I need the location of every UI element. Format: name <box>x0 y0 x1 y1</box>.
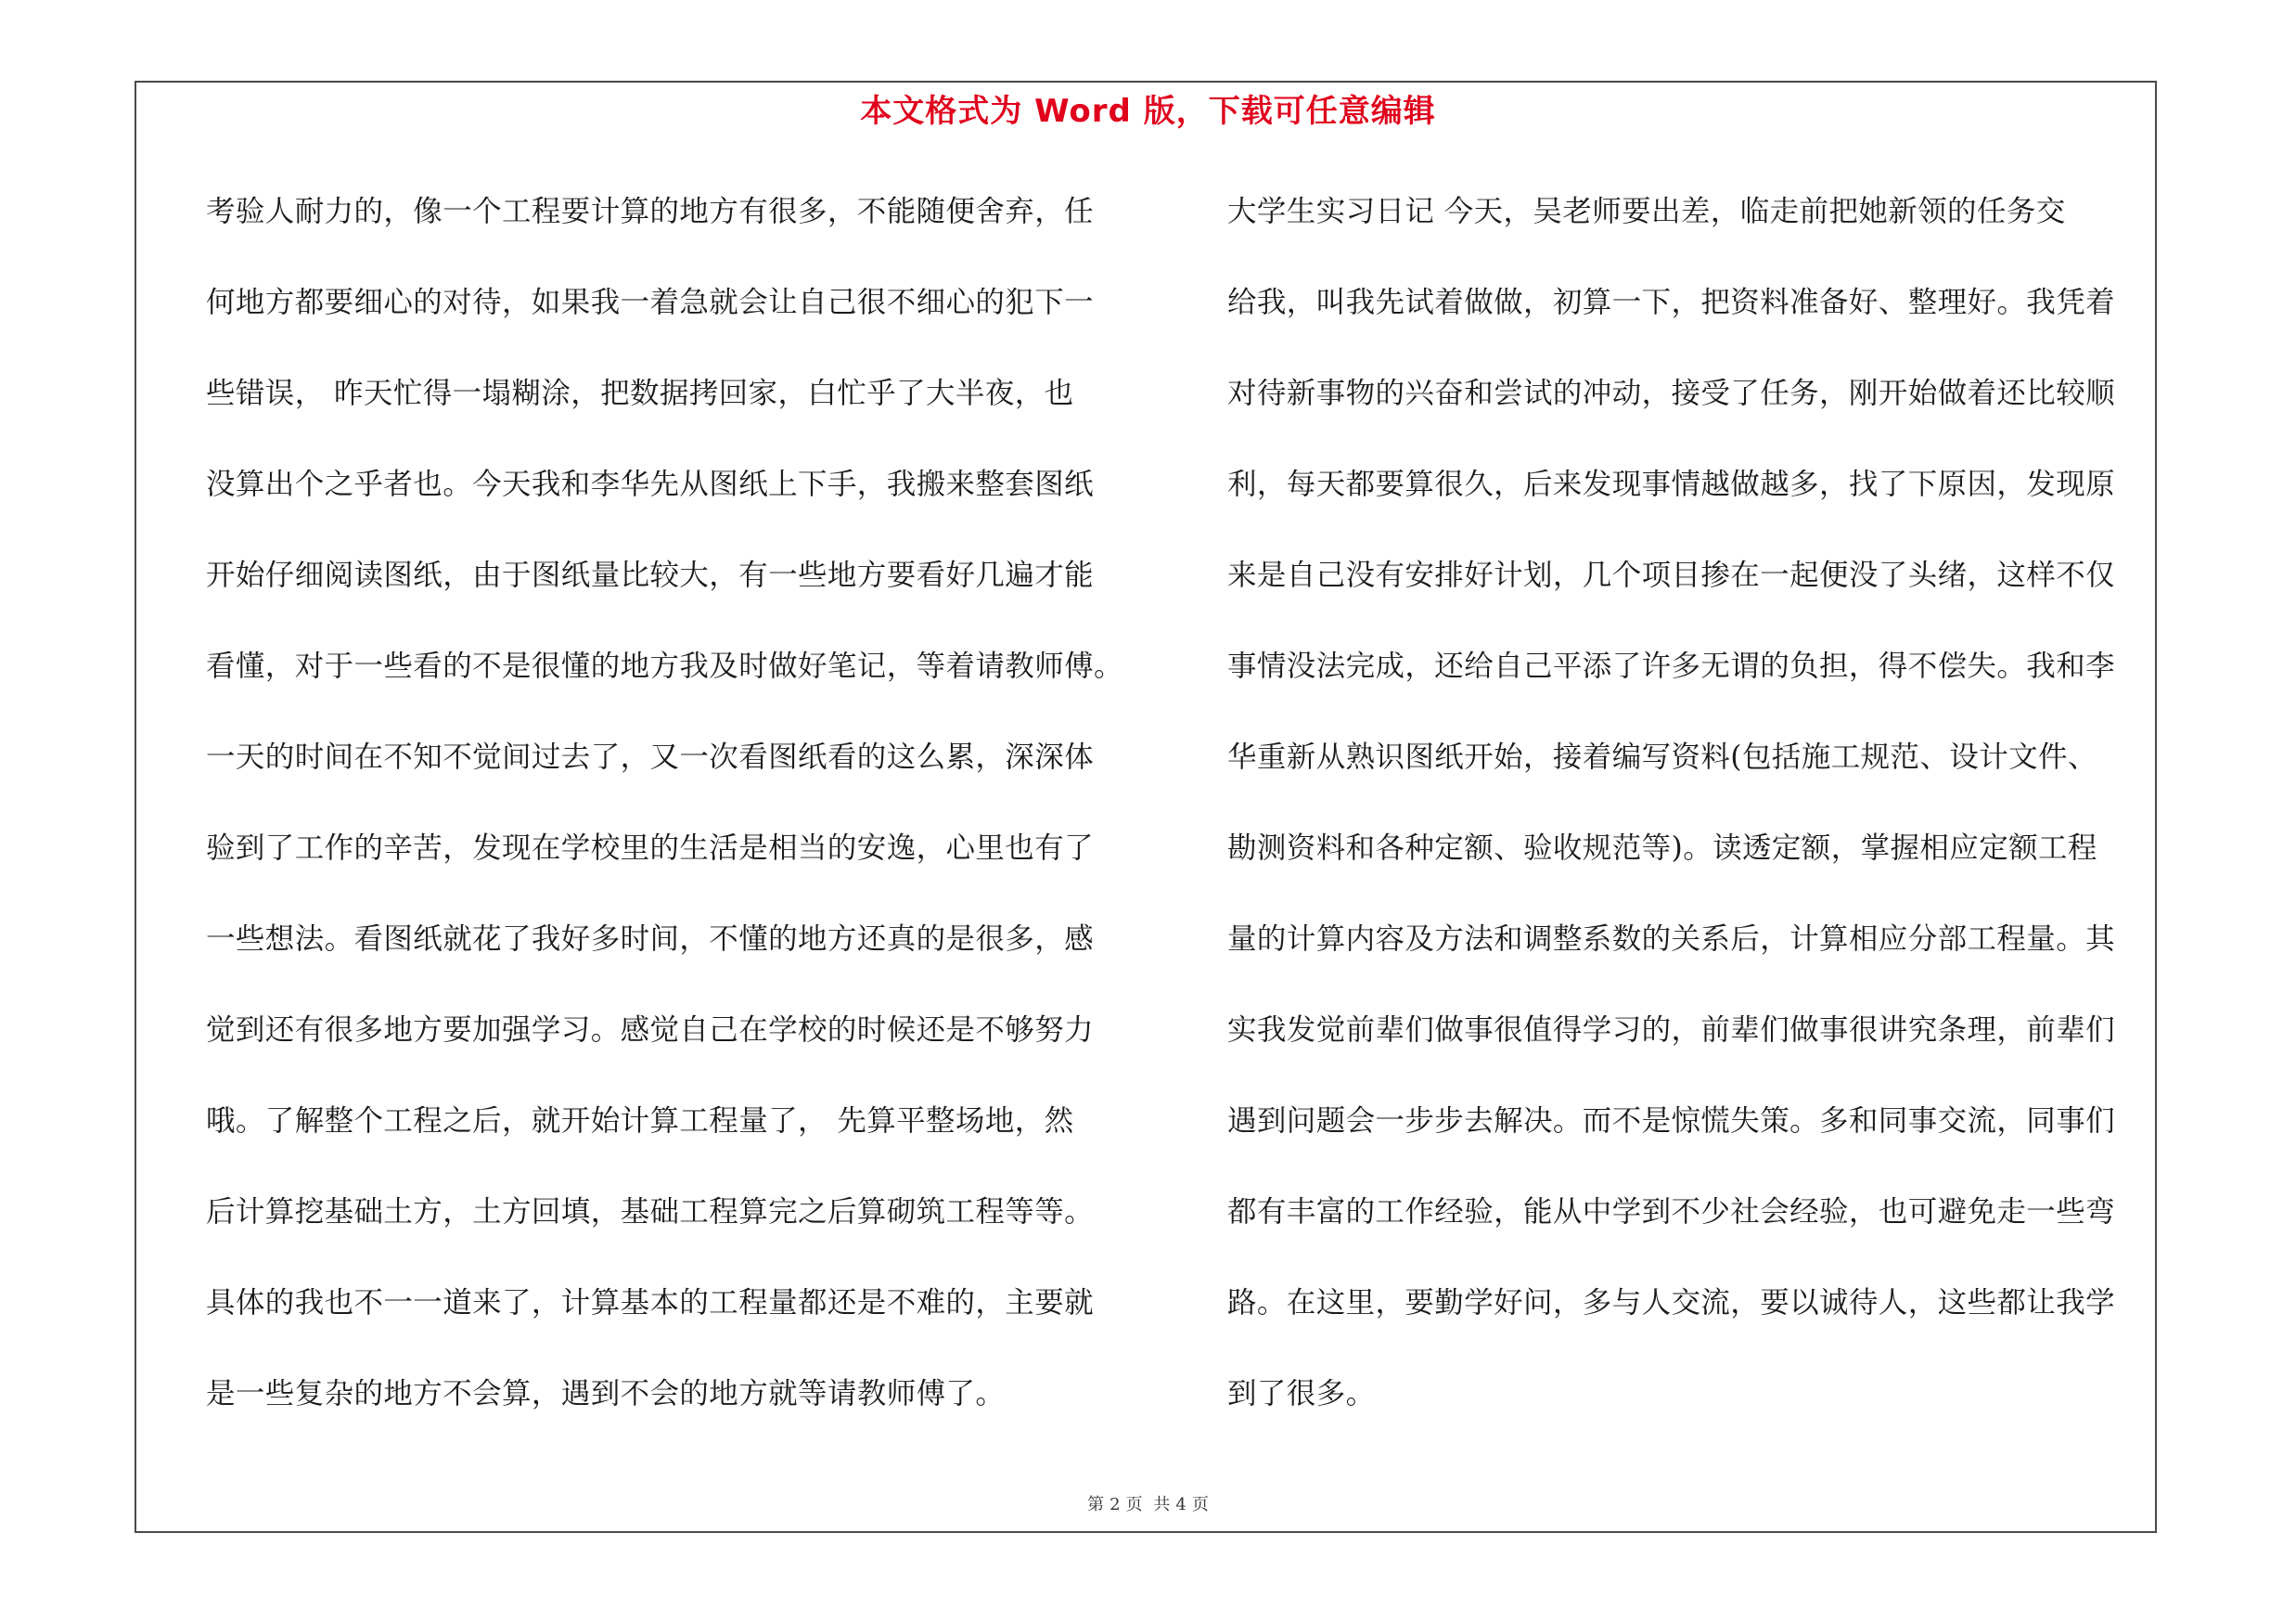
text-line: 一些想法。看图纸就花了我好多时间，不懂的地方还真的是很多，感 <box>206 922 1095 956</box>
text-line: 后计算挖基础土方，土方回填，基础工程算完之后算砌筑工程等等。 <box>206 1195 1095 1229</box>
text-line: 开始仔细阅读图纸，由于图纸量比较大，有一些地方要看好几遍才能 <box>206 559 1095 592</box>
text-line: 到了很多。 <box>1227 1377 1376 1410</box>
text-line: 事情没法完成，还给自己平添了许多无谓的负担，得不偿失。我和李 <box>1227 650 2116 683</box>
footer-page-word: 页 <box>1125 1495 1143 1514</box>
footer-total-word: 共 <box>1153 1495 1171 1514</box>
text-line: 都有丰富的工作经验，能从中学到不少社会经验，也可避免走一些弯 <box>1227 1195 2116 1229</box>
text-line: 量的计算内容及方法和调整系数的关系后，计算相应分部工程量。其 <box>1227 922 2116 956</box>
page-number-footer <box>0 1491 2296 1515</box>
footer-total-pages: 4 <box>1175 1495 1186 1514</box>
text-line: 看懂，对于一些看的不是很懂的地方我及时做好笔记，等着请教师傅。 <box>206 650 1123 683</box>
text-line: 觉到还有很多地方要加强学习。感觉自己在学校的时候还是不够努力 <box>206 1013 1095 1047</box>
text-line: 来是自己没有安排好计划，几个项目掺在一起便没了头绪，这样不仅 <box>1227 559 2116 592</box>
text-line: 是一些复杂的地方不会算，遇到不会的地方就等请教师傅了。 <box>206 1377 1006 1410</box>
footer-prefix: 第 <box>1087 1495 1105 1514</box>
text-line: 何地方都要细心的对待，如果我一着急就会让自己很不细心的犯下一 <box>206 286 1095 319</box>
text-line: 些错误， 昨天忙得一塌糊涂，把数据拷回家，白忙乎了大半夜，也 <box>206 377 1074 410</box>
text-line: 哦。了解整个工程之后，就开始计算工程量了， 先算平整场地，然 <box>206 1104 1074 1138</box>
footer-suffix: 页 <box>1191 1495 1209 1514</box>
text-line: 遇到问题会一步步去解决。而不是惊慌失策。多和同事交流，同事们 <box>1227 1104 2116 1138</box>
text-line: 一天的时间在不知不觉间过去了，又一次看图纸看的这么累，深深体 <box>206 741 1095 774</box>
text-line: 大学生实习日记 今天，吴老师要出差，临走前把她新领的任务交 <box>1227 195 2066 228</box>
text-line: 实我发觉前辈们做事很值得学习的，前辈们做事很讲究条理，前辈们 <box>1227 1013 2116 1047</box>
left-text-column <box>206 176 1134 1449</box>
text-line: 路。在这里，要勤学好问，多与人交流，要以诚待人，这些都让我学 <box>1227 1286 2116 1320</box>
text-line: 利，每天都要算很久，后来发现事情越做越多，找了下原因，发现原 <box>1227 468 2116 501</box>
text-line: 验到了工作的辛苦，发现在学校里的生活是相当的安逸，心里也有了 <box>206 831 1095 865</box>
text-line: 给我，叫我先试着做做，初算一下，把资料准备好、整理好。我凭着 <box>1227 286 2116 319</box>
text-line: 对待新事物的兴奋和尝试的冲动，接受了任务，刚开始做着还比较顺 <box>1227 377 2116 410</box>
text-line: 具体的我也不一一道来了，计算基本的工程量都还是不难的，主要就 <box>206 1286 1095 1320</box>
footer-current-page: 2 <box>1110 1495 1121 1514</box>
text-line: 考验人耐力的，像一个工程要计算的地方有很多，不能随便舍弃，任 <box>206 195 1095 228</box>
text-line: 勘测资料和各种定额、验收规范等)。读透定额，掌握相应定额工程 <box>1227 831 2097 865</box>
text-line: 华重新从熟识图纸开始，接着编写资料(包括施工规范、设计文件、 <box>1227 741 2097 774</box>
text-line: 没算出个之乎者也。今天我和李华先从图纸上下手，我搬来整套图纸 <box>206 468 1095 501</box>
word-format-banner: 本文格式为 Word 版，下载可任意编辑 <box>860 93 1436 130</box>
right-text-column <box>1227 176 2155 1449</box>
